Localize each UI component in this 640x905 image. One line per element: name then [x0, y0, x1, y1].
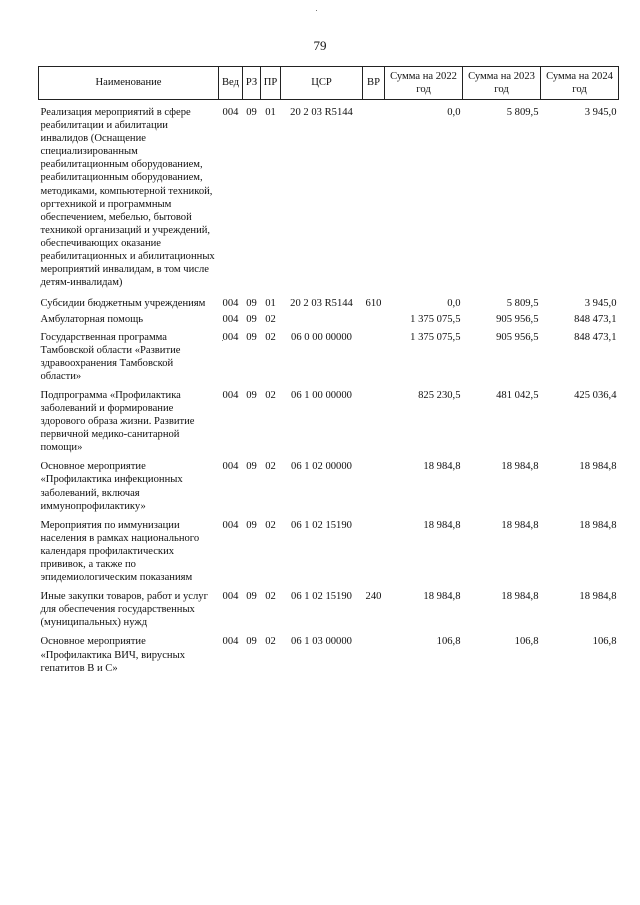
table-row — [39, 460, 619, 512]
cell-sum-2023: 18 984,8 — [501, 591, 539, 603]
table-row — [39, 519, 619, 584]
table-row — [39, 635, 619, 674]
cell-ved: 004 — [222, 331, 239, 343]
cell-csr: 06 1 02 00000 — [291, 461, 352, 473]
cell-ved: 004 — [222, 298, 239, 310]
cell-sum-2022: 0,0 — [447, 107, 461, 118]
cell-pr: 02 — [265, 591, 276, 603]
cell-csr: 20 2 03 R5144 — [290, 107, 353, 118]
cell-sum-2023: 18 984,8 — [501, 461, 539, 473]
cell-ved: 004 — [222, 591, 239, 603]
cell-sum-2023: 106,8 — [514, 636, 539, 648]
table-row — [39, 297, 619, 310]
cell-pr: 01 — [265, 298, 276, 310]
cell-rz: 09 — [246, 298, 257, 310]
table-row — [39, 590, 619, 629]
cell-rz: 09 — [246, 636, 257, 648]
cell-pr: 02 — [265, 314, 276, 326]
table-row — [39, 331, 619, 383]
cell-sum-2024: 106,8 — [592, 636, 617, 648]
cell-ved: 004 — [222, 636, 239, 648]
row-gap — [39, 289, 619, 297]
cell-ved: 004 — [222, 519, 239, 531]
cell-name: Государственная программа Тамбовской области «Развитие здравоохранения Тамбовской области» — [40, 331, 181, 382]
header-sum-2024: Сумма на 2024 год — [541, 67, 619, 100]
cell-sum-2024: 425 036,4 — [574, 389, 617, 401]
cell-sum-2023: 18 984,8 — [501, 519, 539, 531]
header-rz: РЗ — [243, 67, 261, 100]
cell-sum-2022: 0,0 — [447, 298, 461, 310]
page-number: 79 — [313, 38, 327, 53]
cell-vr: 610 — [365, 298, 382, 310]
header-name: Наименование — [39, 67, 219, 100]
header-pr: ПР — [261, 67, 281, 100]
table-row — [39, 389, 619, 454]
header-sum-2022: Сумма на 2022 год — [385, 67, 463, 100]
cell-sum-2023: 481 042,5 — [496, 389, 539, 401]
scan-speck — [316, 10, 317, 11]
cell-rz: 09 — [246, 591, 257, 603]
cell-vr — [363, 460, 385, 512]
cell-csr — [281, 313, 363, 326]
header-csr: ЦСР — [281, 67, 363, 100]
cell-rz: 09 — [246, 461, 257, 473]
cell-sum-2024: 848 473,1 — [574, 314, 617, 326]
cell-ved: 004 — [222, 107, 239, 118]
cell-csr: 20 2 03 R5144 — [290, 298, 353, 310]
cell-rz: 09 — [246, 331, 257, 343]
cell-sum-2024: 18 984,8 — [579, 461, 617, 473]
cell-pr: 01 — [265, 107, 276, 118]
cell-sum-2024: 18 984,8 — [579, 591, 617, 603]
table-row — [39, 313, 619, 326]
cell-sum-2022: 18 984,8 — [423, 519, 461, 531]
row-gap-cell — [39, 289, 619, 297]
header-vr: ВР — [363, 67, 385, 100]
cell-sum-2022: 1 375 075,5 — [410, 331, 461, 343]
cell-vr — [363, 389, 385, 454]
cell-rz: 09 — [246, 519, 257, 531]
cell-sum-2022: 106,8 — [436, 636, 461, 648]
cell-rz: 09 — [246, 107, 257, 118]
cell-pr: 02 — [265, 331, 276, 343]
cell-vr — [363, 331, 385, 383]
cell-vr — [363, 635, 385, 674]
cell-name: Подпрограмма «Профилактика заболеваний и формирование здорового образа жизни. Развитие первичной медико-санитарной помощи» — [40, 389, 195, 454]
cell-sum-2023: 905 956,5 — [496, 314, 539, 326]
cell-pr: 02 — [265, 461, 276, 473]
cell-vr — [363, 106, 385, 289]
table-row — [39, 106, 619, 289]
cell-vr — [363, 313, 385, 326]
cell-sum-2023: 5 809,5 — [506, 298, 539, 310]
cell-sum-2023: 5 809,5 — [506, 107, 539, 118]
cell-csr: 06 1 00 00000 — [291, 389, 352, 401]
cell-rz: 09 — [246, 314, 257, 326]
cell-name: Мероприятия по иммунизации населения в рамках национального календаря профилактических прививок, а также по эпидемиологическим показаниям — [40, 519, 200, 584]
cell-csr: 06 1 03 00000 — [291, 636, 352, 648]
cell-name: Основное мероприятие «Профилактика ВИЧ, вирусных гепатитов В и С» — [40, 636, 186, 674]
cell-name: Субсидии бюджетным учреждениям — [40, 298, 206, 310]
header-ved: Вед — [219, 67, 243, 100]
cell-name: Основное мероприятие «Профилактика инфекционных заболеваний, включая иммунопрофилактику» — [40, 461, 183, 512]
cell-vr — [363, 519, 385, 584]
cell-sum-2022: 825 230,5 — [418, 389, 461, 401]
cell-pr: 02 — [265, 519, 276, 531]
cell-sum-2023: 905 956,5 — [496, 331, 539, 343]
cell-csr: 06 1 02 15190 — [291, 591, 352, 603]
cell-sum-2022: 1 375 075,5 — [410, 314, 461, 326]
table-header-row — [39, 67, 619, 100]
cell-name: Амбулаторная помощь — [40, 314, 144, 326]
cell-sum-2024: 848 473,1 — [574, 331, 617, 343]
cell-sum-2024: 3 945,0 — [584, 298, 617, 310]
cell-ved: 004 — [222, 389, 239, 401]
cell-ved: 004 — [222, 314, 239, 326]
table-body — [39, 100, 619, 675]
cell-sum-2024: 18 984,8 — [579, 519, 617, 531]
cell-sum-2022: 18 984,8 — [423, 461, 461, 473]
budget-table — [38, 66, 619, 675]
cell-pr: 02 — [265, 389, 276, 401]
cell-csr: 06 1 02 15190 — [291, 519, 352, 531]
cell-pr: 02 — [265, 636, 276, 648]
cell-vr: 240 — [365, 591, 382, 603]
cell-sum-2022: 18 984,8 — [423, 591, 461, 603]
cell-name: Реализация мероприятий в сфере реабилитации и абилитации инвалидов (Оснащение специализированным реабилитационным оборудованием, реабилитационным оборудованием, методиками, компьютерной техникой, оргтехникой и программным обеспечением, мебелью, бытовой техникой организаций и учреждений, обеспечивающих оказание реабилитационных и абилитационных мероприятий инвалидам, в том числе детям-инвалидам) — [40, 107, 215, 289]
header-sum-2023: Сумма на 2023 год — [463, 67, 541, 100]
cell-name: Иные закупки товаров, работ и услуг для обеспечения государственных (муниципальных) нужд — [40, 591, 208, 629]
cell-ved: 004 — [222, 461, 239, 473]
cell-rz: 09 — [246, 389, 257, 401]
cell-sum-2024: 3 945,0 — [584, 107, 617, 118]
cell-csr: 06 0 00 00000 — [291, 331, 352, 343]
